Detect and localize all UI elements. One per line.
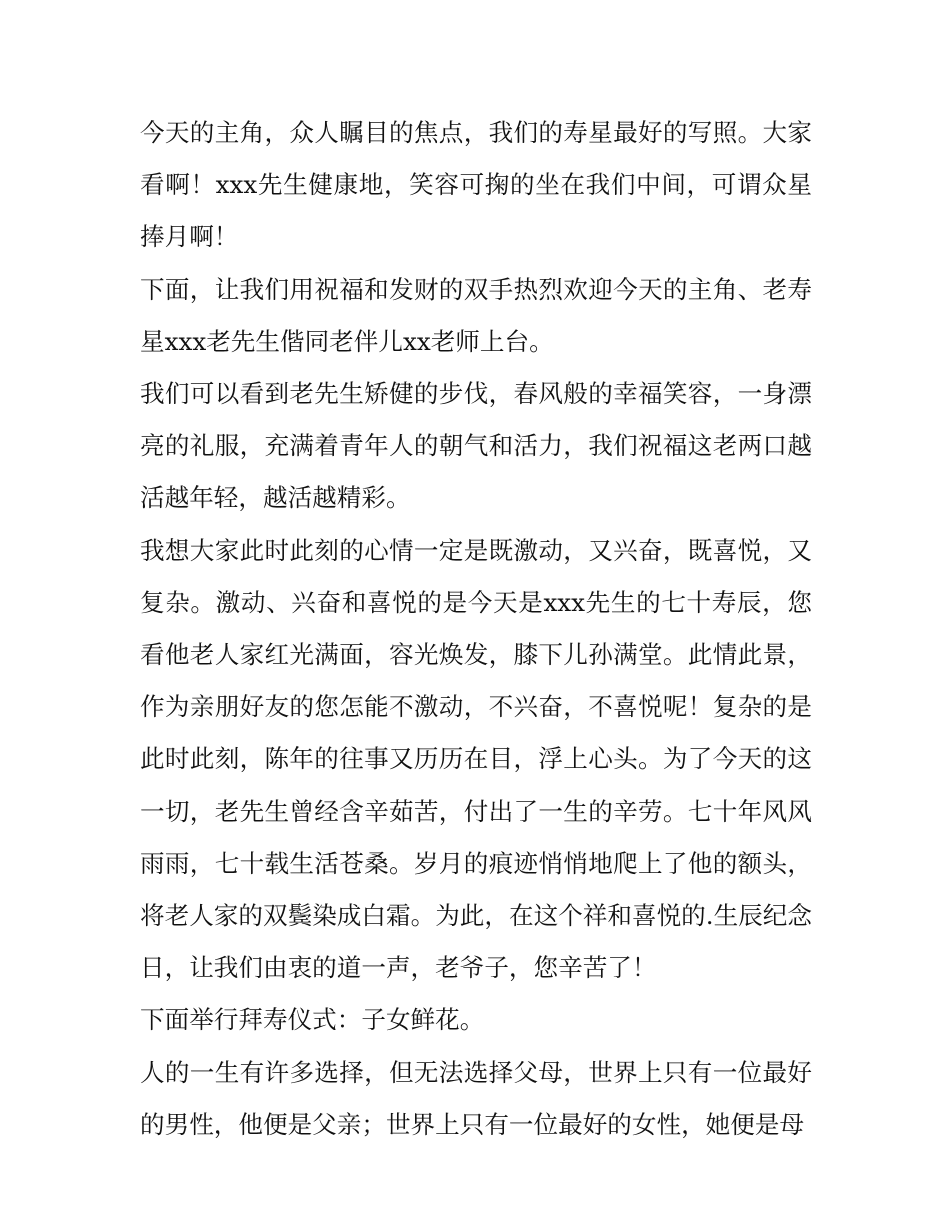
paragraph-4: 我想大家此时此刻的心情一定是既激动，又兴奋，既喜悦，又复杂。激动、兴奋和喜悦的是今天是xxx先生的七十寿辰，您看他老人家红光满面，容光焕发，膝下儿孙满堂。此情此景，作为亲朋好友的您怎能不激动，不兴奋，不喜悦呢！复杂的是此时此刻，陈年的往事又历历在目，浮上心头。为了今天的这一切，老先生曾经含辛茹苦，付出了一生的辛劳。七十年风风雨雨，七十载生活苍桑。岁月的痕迹悄悄地爬上了他的额头，将老人家的双鬓染成白霜。为此，在这个祥和喜悦的.生辰纪念日，让我们由衷的道一声，老爷子，您辛苦了！ bbox=[140, 535, 812, 983]
paragraph-1: 今天的主角，众人瞩目的焦点，我们的寿星最好的写照。大家看啊！xxx先生健康地，笑容可掬的坐在我们中间，可谓众星捧月啊！ bbox=[140, 118, 812, 252]
paragraph-2: 下面，让我们用祝福和发财的双手热烈欢迎今天的主角、老寿星xxx老先生偕同老伴儿xx老师上台。 bbox=[140, 274, 812, 356]
paragraph-5: 下面举行拜寿仪式：子女鲜花。 bbox=[140, 1005, 485, 1035]
paragraph-6: 人的一生有许多选择，但无法选择父母，世界上只有一位最好的男性，他便是父亲；世界上只有一位最好的女性，她便是母 bbox=[140, 1057, 812, 1139]
paragraph-3: 我们可以看到老先生矫健的步伐，春风般的幸福笑容，一身漂亮的礼服，充满着青年人的朝气和活力，我们祝福这老两口越活越年轻，越活越精彩。 bbox=[140, 379, 812, 513]
document-body bbox=[140, 107, 812, 1151]
